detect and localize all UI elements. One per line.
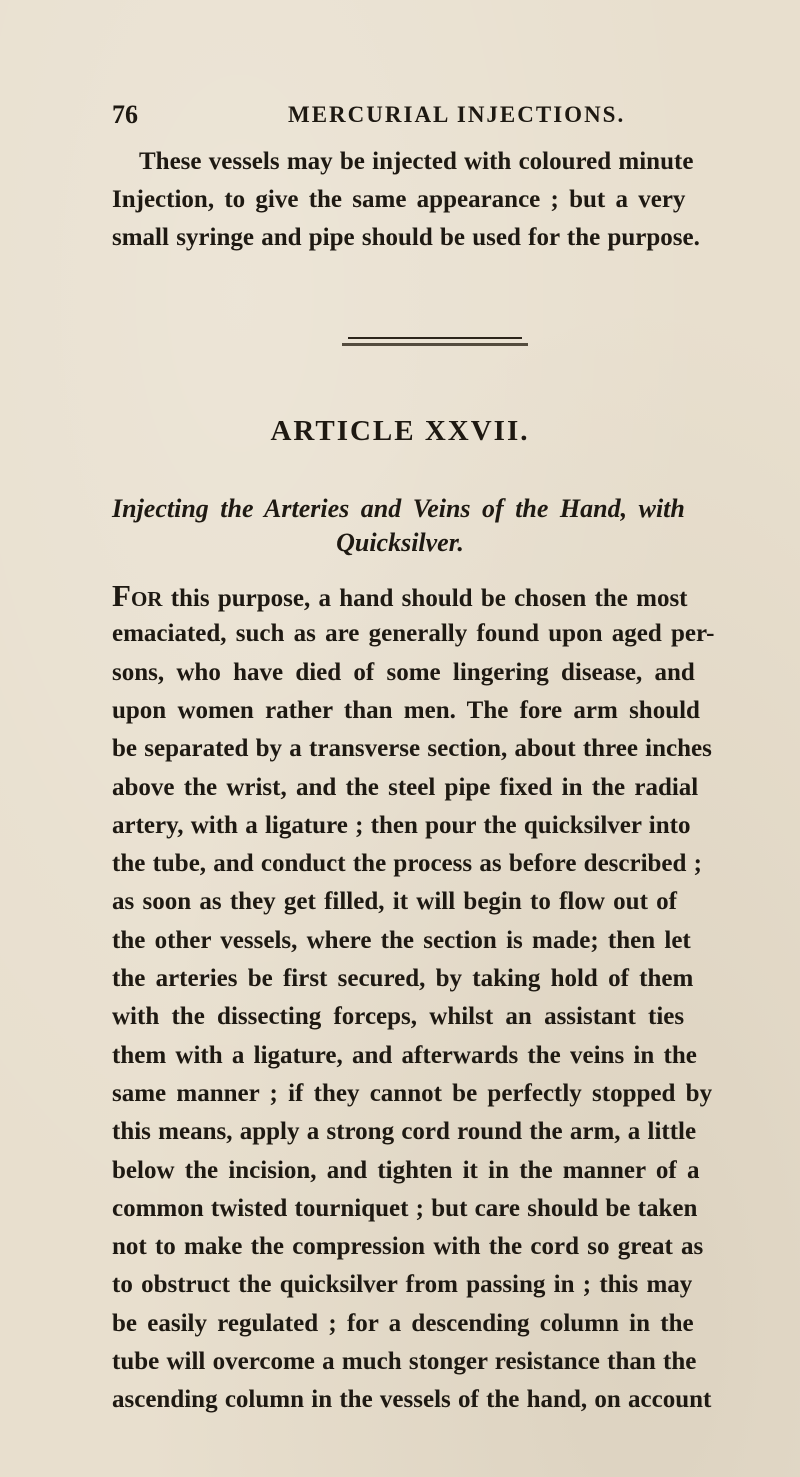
text-line: These vessels may be injected with coloured minute: [139, 148, 694, 175]
first-line-rest: this purpose, a hand should be chosen the most: [162, 585, 688, 612]
text-line: the tube, and conduct the process as before described ;: [112, 850, 703, 878]
text-line: to obstruct the quicksilver from passing in ; this may: [112, 1271, 693, 1299]
subtitle-line: Quicksilver.: [336, 528, 464, 557]
text-line: emaciated, such as are generally found upon aged per-: [112, 620, 715, 648]
subtitle-line: Injecting the Arteries and Veins of the Hand, with: [112, 494, 685, 523]
text-line: be easily regulated ; for a descending column in the: [112, 1309, 694, 1337]
article-title: ARTICLE XXVII.: [270, 415, 530, 447]
divider-rule: [348, 337, 522, 339]
text-line: below the incision, and tighten it in the manner of a: [112, 1156, 700, 1184]
text-line: the arteries be first secured, by taking hold of them: [112, 965, 694, 992]
small-caps-word: OR: [130, 587, 163, 611]
text-line: ascending column in the vessels of the hand, on account: [112, 1386, 712, 1414]
text-line: this means, apply a strong cord round the arm, a little: [112, 1118, 697, 1146]
text-line: small syringe and pipe should be used for the purpose.: [112, 224, 700, 251]
text-line: the other vessels, where the section is made; then let: [112, 926, 691, 954]
text-line: upon women rather than men. The fore arm should: [112, 696, 700, 724]
text-line: tube will overcome a much stonger resistance than the: [112, 1348, 697, 1375]
text-line: as soon as they get filled, it will begin to flow out of: [112, 888, 677, 916]
text-line: same manner ; if they cannot be perfectly stopped by: [112, 1079, 713, 1107]
section-divider: [342, 337, 528, 349]
drop-letter: F: [112, 578, 131, 613]
text-line: be separated by a transverse section, about three inches: [112, 735, 712, 763]
text-line: Injection, to give the same appearance ; but a very: [112, 186, 686, 213]
page-number: 76: [112, 100, 138, 129]
text-line: above the wrist, and the steel pipe fixed in the radial: [112, 773, 699, 801]
page-header: [112, 100, 772, 134]
text-line: artery, with a ligature ; then pour the quicksilver into: [112, 811, 691, 839]
text-line: common twisted tourniquet ; but care should be taken: [112, 1194, 698, 1222]
running-head: MERCURIAL INJECTIONS.: [288, 102, 626, 127]
text-line: not to make the compression with the cord so great as: [112, 1233, 704, 1261]
text-line: with the dissecting forceps, whilst an assistant ties: [112, 1003, 685, 1031]
divider-rule: [342, 343, 528, 346]
text-line: them with a ligature, and afterwards the veins in the: [112, 1041, 697, 1069]
first-line: [112, 577, 688, 618]
text-line: sons, who have died of some lingering disease, and: [112, 658, 695, 686]
